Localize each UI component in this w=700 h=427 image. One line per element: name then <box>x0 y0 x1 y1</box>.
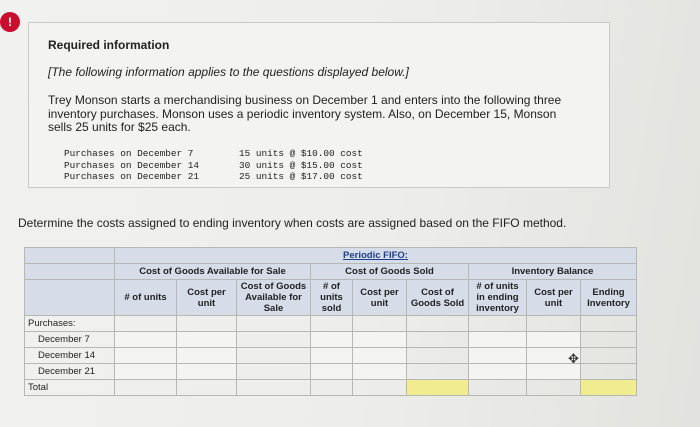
row-label-total: Total <box>25 380 115 396</box>
dec7-units-sold-input[interactable] <box>314 333 349 347</box>
dec7-inv-cost-input[interactable] <box>530 333 577 347</box>
col-cogs-cost-per-unit: Cost per unit <box>353 280 407 316</box>
purchase-label: Purchases on December 14 <box>64 159 200 171</box>
table-row-total <box>25 380 637 396</box>
dec21-cost-per-unit-input[interactable] <box>180 365 233 379</box>
table-row <box>25 316 637 332</box>
dec14-cogs-cost-input[interactable] <box>356 349 403 363</box>
dec7-cogs-cost-input[interactable] <box>356 333 403 347</box>
dec21-units-inventory-input[interactable] <box>472 365 523 379</box>
purchase-label: Purchases on December 21 <box>64 171 200 182</box>
dec7-cost-per-unit-input[interactable] <box>180 333 233 347</box>
col-cogs: Cost of Goods Sold <box>407 280 469 316</box>
group-cogs: Cost of Goods Sold <box>311 264 469 280</box>
group-cogas: Cost of Goods Available for Sale <box>115 264 311 280</box>
col-inv-cost-per-unit: Cost per unit <box>527 280 581 316</box>
table-row <box>25 364 637 380</box>
purchase-row <box>64 148 363 160</box>
dec21-units-input[interactable] <box>118 365 173 379</box>
fifo-table <box>24 247 637 396</box>
question-text: Determine the costs assigned to ending inventory when costs are assigned based on the FIFO method. <box>18 216 567 230</box>
dec14-units-inventory-input[interactable] <box>472 349 523 363</box>
row-label-dec7: December 7 <box>25 332 115 348</box>
purchase-detail: 25 units @ $17.00 cost <box>239 171 363 182</box>
dec7-units-input[interactable] <box>118 333 173 347</box>
dec14-cost-per-unit-input[interactable] <box>180 349 233 363</box>
row-label-purchases: Purchases: <box>25 316 115 332</box>
table-row <box>25 332 637 348</box>
dec14-units-input[interactable] <box>118 349 173 363</box>
col-units-inventory: # of units in ending inventory <box>469 280 527 316</box>
dec21-units-sold-input[interactable] <box>314 365 349 379</box>
purchase-detail: 15 units @ $10.00 cost <box>239 148 363 159</box>
purchase-row <box>64 171 363 183</box>
table-row <box>25 348 637 364</box>
required-information-box <box>28 22 610 188</box>
col-ending-inventory: Ending Inventory <box>581 280 637 316</box>
total-ending-inventory-input[interactable] <box>584 381 633 395</box>
dec7-units-inventory-input[interactable] <box>472 333 523 347</box>
purchase-detail: 30 units @ $15.00 cost <box>239 159 363 171</box>
info-note: [The following information applies to the questions displayed below.] <box>48 65 409 79</box>
col-cost-per-unit: Cost per unit <box>177 280 237 316</box>
row-label-dec21: December 21 <box>25 364 115 380</box>
alert-icon: ! <box>0 12 20 32</box>
col-units: # of units <box>115 280 177 316</box>
info-paragraph: Trey Monson starts a merchandising business on December 1 and enters into the following three inventory purchases. Monson uses a periodic inventory system. Also, on December 15, Monson sells 25 units for $25 each. <box>48 93 562 134</box>
row-label-dec14: December 14 <box>25 348 115 364</box>
info-title: Required information <box>48 38 170 52</box>
dec21-cogs-cost-input[interactable] <box>356 365 403 379</box>
purchase-label: Purchases on December 7 <box>64 148 194 159</box>
purchase-row <box>64 160 363 172</box>
purchases-list <box>64 148 363 183</box>
col-cogas: Cost of Goods Available for Sale <box>237 280 311 316</box>
crosshair-cursor-icon: ✥ <box>568 351 579 366</box>
table-title: Periodic FIFO: <box>343 250 408 261</box>
total-cogs-input[interactable] <box>410 381 465 395</box>
dec14-units-sold-input[interactable] <box>314 349 349 363</box>
group-inventory: Inventory Balance <box>469 264 637 280</box>
col-units-sold: # of units sold <box>311 280 353 316</box>
